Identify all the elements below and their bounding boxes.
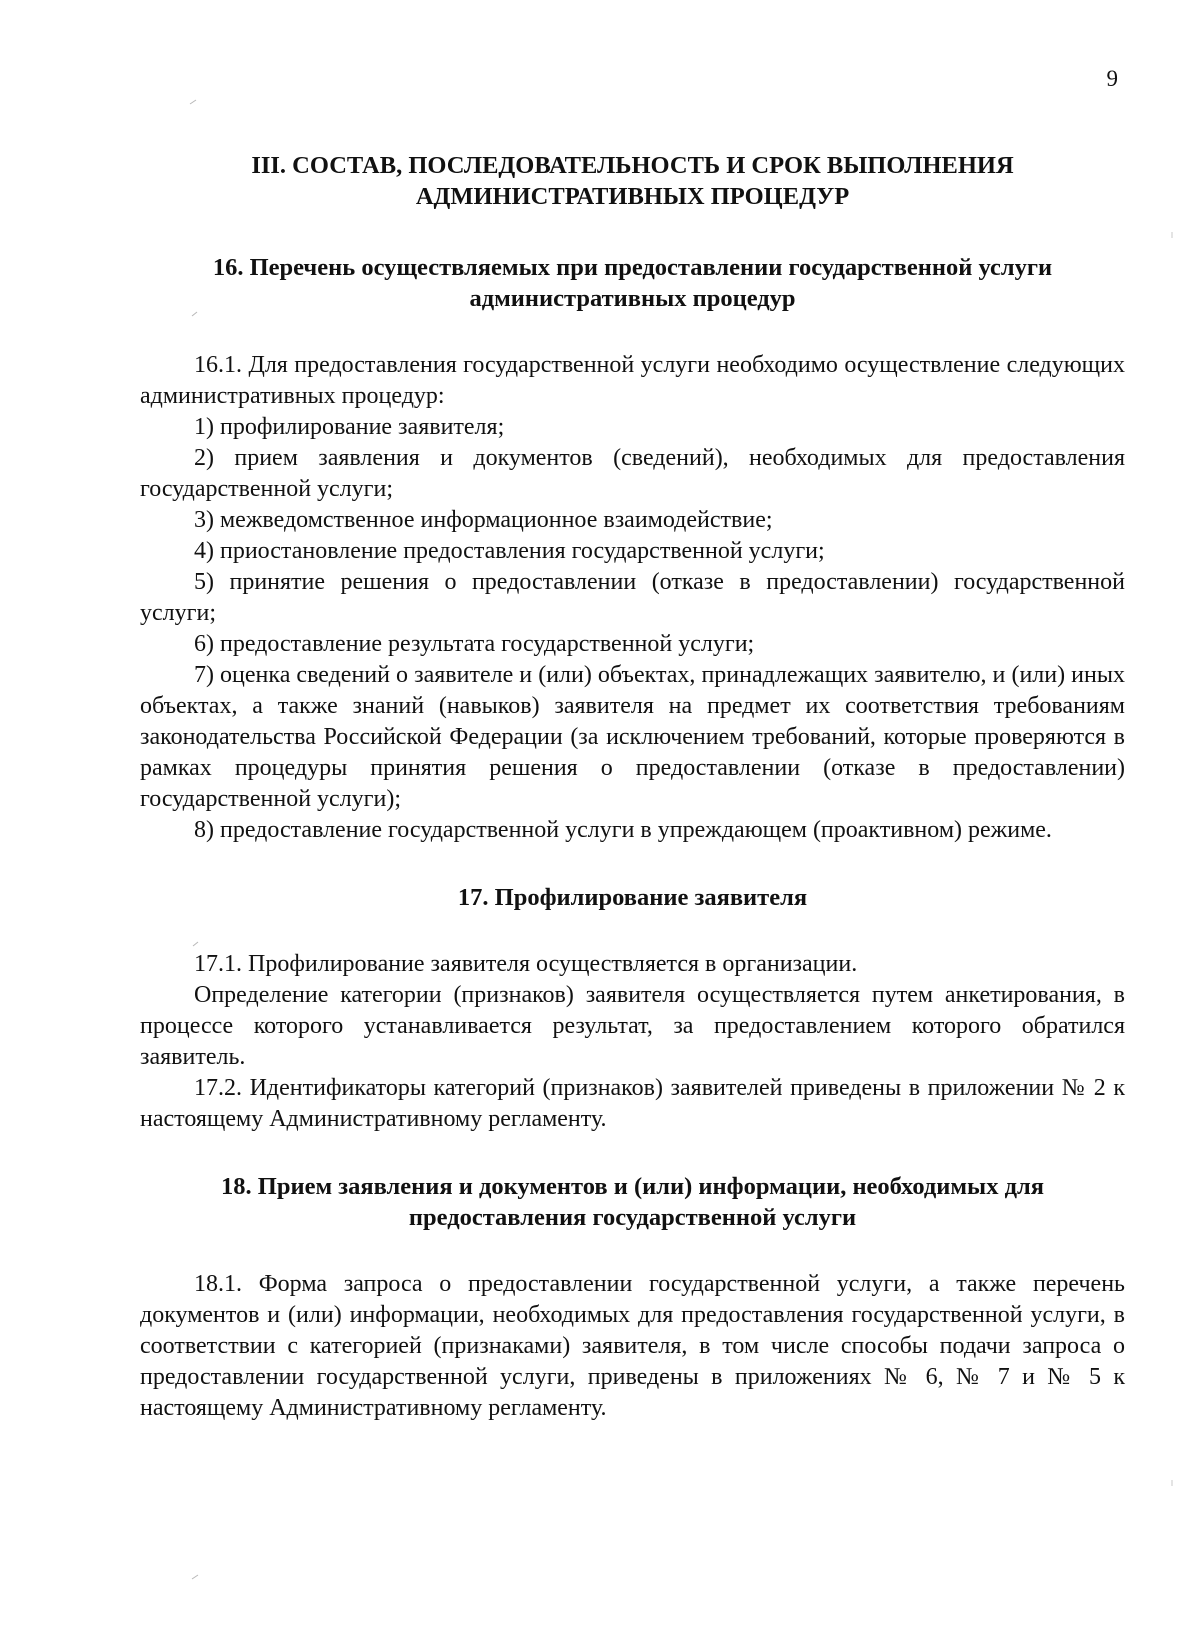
section-title-line: 17. Профилирование заявителя <box>457 884 808 911</box>
paragraph: 17.2. Идентификаторы категорий (признаков) заявителей приведены в приложении № 2 к настоящему Административному регламенту. <box>140 1075 1125 1132</box>
section-title-line: административных процедур <box>469 285 796 312</box>
paragraph: 16.1. Для предоставления государственной услуги необходимо осуществление следующих административных процедур: <box>140 352 1125 409</box>
spacer <box>140 846 1125 882</box>
section-16-body <box>140 350 1125 846</box>
paragraph: 17.1. Профилирование заявителя осуществляется в организации. <box>194 951 858 977</box>
chapter-title <box>140 150 1125 212</box>
document-body <box>140 150 1125 1424</box>
list-item: 7) оценка сведений о заявителе и (или) объектах, принадлежащих заявителю, и (или) иных объектах, а также знаний (навыков) заявителя на предмет их соответствия требованиям законодательства Российской Федерации (за исключением требований, которые проверяются в рамках процедуры принятия решения о предоставлении (отказе в предоставлении) государственной услуги); <box>140 662 1125 812</box>
chapter-title-line: АДМИНИСТРАТИВНЫХ ПРОЦЕДУР <box>415 183 850 210</box>
list-item: 1) профилирование заявителя; <box>194 414 505 440</box>
list-item: 3) межведомственное информационное взаимодействие; <box>194 507 773 533</box>
list-item: 4) приостановление предоставления государственной услуги; <box>194 538 825 564</box>
list-item: 2) прием заявления и документов (сведений), необходимых для предоставления государственной услуги; <box>140 445 1125 502</box>
list-item: 5) принятие решения о предоставлении (отказе в предоставлении) государственной услуги; <box>140 569 1125 626</box>
section-18-body <box>140 1269 1125 1424</box>
list-item: 8) предоставление государственной услуги в упреждающем (проактивном) режиме. <box>194 817 1052 843</box>
section-18-title <box>140 1171 1125 1233</box>
section-title-line: 18. Прием заявления и документов и (или) информации, необходимых для <box>221 1173 1044 1200</box>
section-title-line: предоставления государственной услуги <box>408 1204 857 1231</box>
spacer <box>140 1135 1125 1171</box>
page-number: 9 <box>1106 66 1118 91</box>
scan-speck <box>192 1575 198 1579</box>
list-item: 6) предоставление результата государственной услуги; <box>194 631 755 657</box>
section-17-title <box>140 882 1125 913</box>
scan-speck <box>190 100 196 104</box>
paragraph: 18.1. Форма запроса о предоставлении государственной услуги, а также перечень документов и (или) информации, необходимых для предоставления государственной услуги, в соответствии с категорией (признаками) заявителя, в том числе способы подачи запроса о предоставлении государственной услуги, приведены в приложениях № 6, № 7 и № 5 к настоящему Административному регламенту. <box>140 1271 1125 1421</box>
section-16-title <box>140 252 1125 314</box>
section-title-line: 16. Перечень осуществляемых при предоставлении государственной услуги <box>212 254 1053 281</box>
chapter-title-line: III. СОСТАВ, ПОСЛЕДОВАТЕЛЬНОСТЬ И СРОК ВЫПОЛНЕНИЯ <box>251 152 1014 179</box>
paragraph: Определение категории (признаков) заявителя осуществляется путем анкетирования, в процессе которого устанавливается результат, за предоставлением которого обратился заявитель. <box>140 982 1125 1070</box>
section-17-body <box>140 949 1125 1135</box>
